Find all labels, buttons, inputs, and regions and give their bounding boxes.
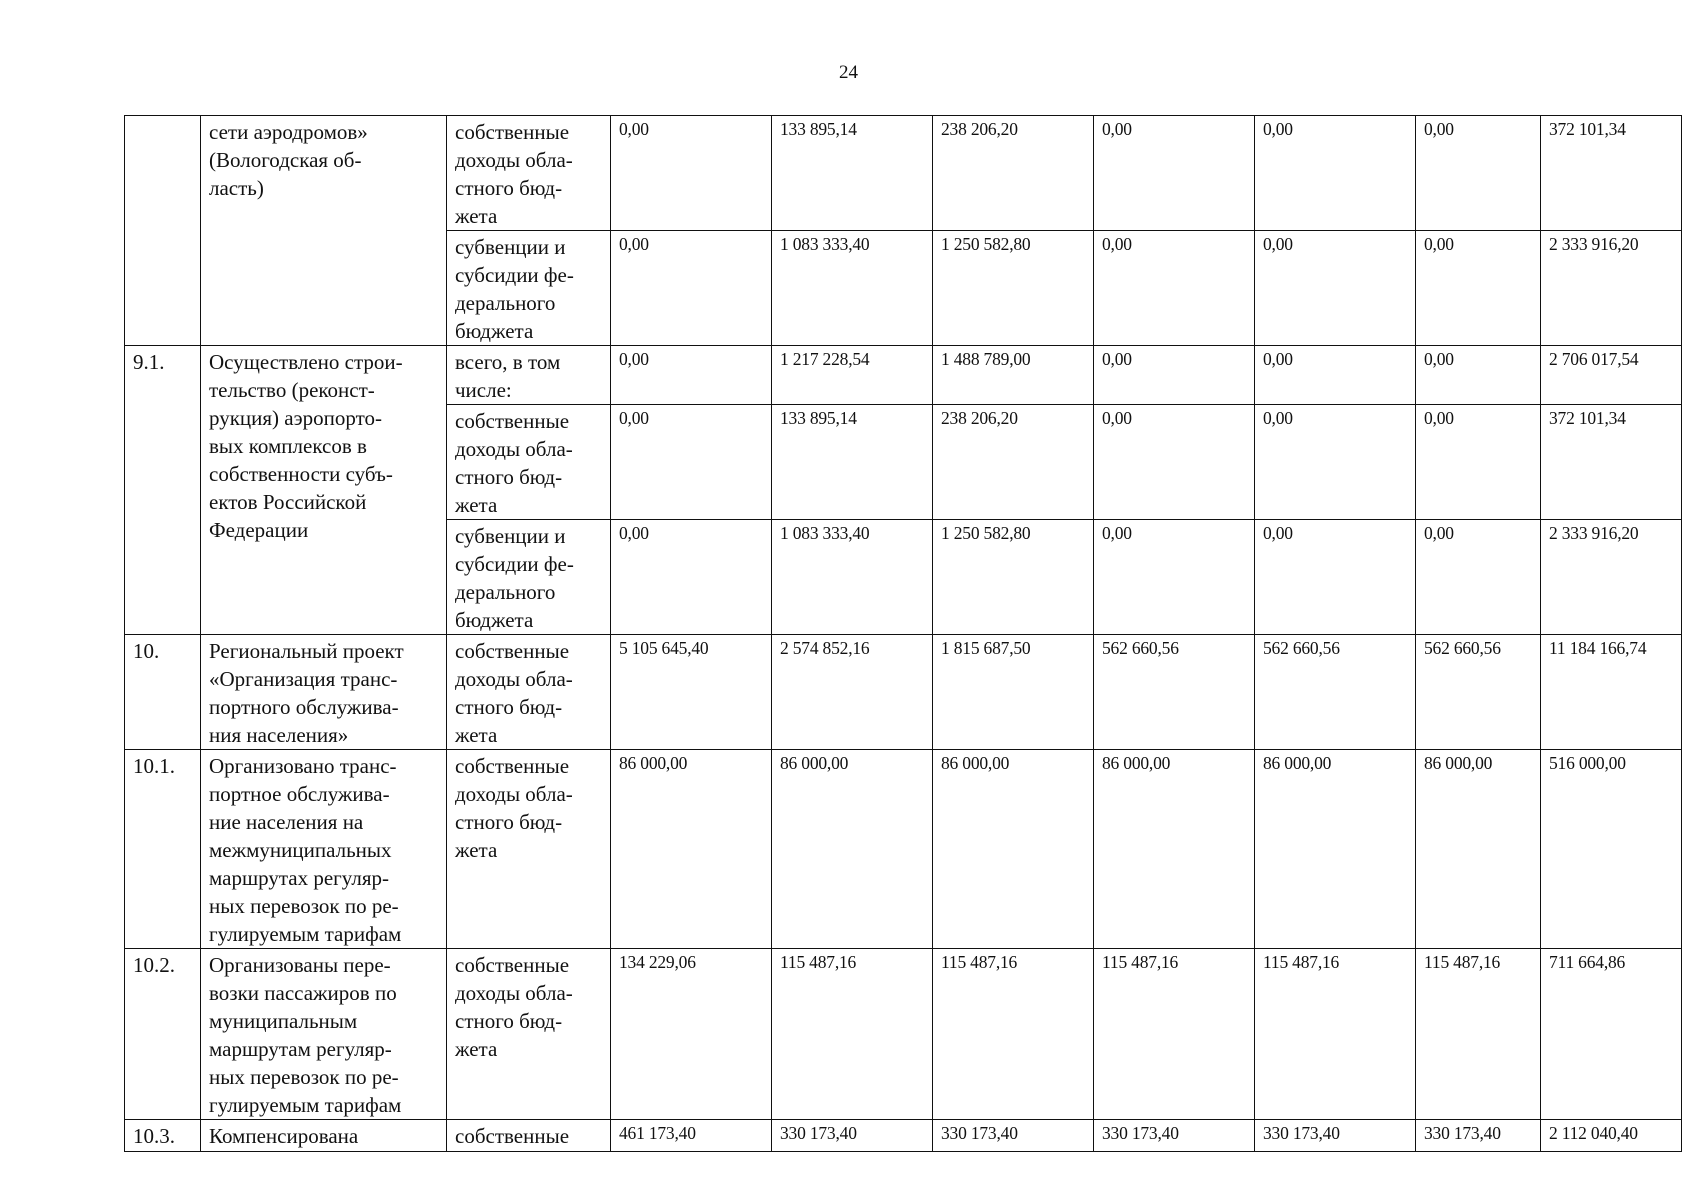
amount-cell: 0,00 — [1255, 405, 1416, 520]
activity-name: Региональный проект «Организация транс- портного обслужива- ния населения» — [209, 639, 404, 747]
funding-source-cell — [447, 346, 611, 405]
table-row — [125, 750, 1682, 949]
amount-cell: 1 488 789,00 — [933, 346, 1094, 405]
amount-cell: 133 895,14 — [772, 405, 933, 520]
funding-source: собственные доходы обла- стного бюд- жета — [455, 120, 573, 228]
amount-cell: 0,00 — [1094, 520, 1255, 635]
amount-cell: 0,00 — [1255, 346, 1416, 405]
row-number: 10.2. — [133, 953, 175, 977]
funding-source-cell — [447, 1120, 611, 1152]
amount-cell: 86 000,00 — [611, 750, 772, 949]
amount-cell: 133 895,14 — [772, 116, 933, 231]
total-amount-cell: 11 184 166,74 — [1541, 635, 1682, 750]
amount-cell: 115 487,16 — [1416, 949, 1541, 1120]
amount-cell: 562 660,56 — [1255, 635, 1416, 750]
activity-name-cell — [201, 1120, 447, 1152]
funding-source-cell — [447, 520, 611, 635]
amount-cell: 330 173,40 — [1255, 1120, 1416, 1152]
activity-name: Осуществлено строи- тельство (реконст- рукция) аэропорто- вых комплексов в собственности субъ- ектов Российской Федерации — [209, 350, 403, 542]
activity-name-cell — [201, 116, 447, 346]
table-row — [125, 635, 1682, 750]
total-amount-cell: 711 664,86 — [1541, 949, 1682, 1120]
table-row — [125, 346, 1682, 405]
funding-source-cell — [447, 231, 611, 346]
funding-source-cell — [447, 750, 611, 949]
funding-source: собственные доходы обла- стного бюд- жета — [455, 639, 573, 747]
amount-cell: 0,00 — [1416, 520, 1541, 635]
amount-cell: 0,00 — [1416, 346, 1541, 405]
amount-cell: 238 206,20 — [933, 116, 1094, 231]
amount-cell: 1 083 333,40 — [772, 231, 933, 346]
funding-source: субвенции и субсидии фе- дерального бюджета — [455, 524, 574, 632]
amount-cell: 0,00 — [1416, 116, 1541, 231]
activity-name-cell — [201, 949, 447, 1120]
funding-source: всего, в том числе: — [455, 350, 561, 402]
row-number-cell — [125, 949, 201, 1120]
amount-cell: 1 083 333,40 — [772, 520, 933, 635]
funding-source-cell — [447, 949, 611, 1120]
amount-cell: 86 000,00 — [1094, 750, 1255, 949]
funding-source-cell — [447, 635, 611, 750]
amount-cell: 0,00 — [1416, 231, 1541, 346]
amount-cell: 0,00 — [1094, 346, 1255, 405]
total-amount-cell: 2 333 916,20 — [1541, 520, 1682, 635]
amount-cell: 0,00 — [1255, 520, 1416, 635]
amount-cell: 461 173,40 — [611, 1120, 772, 1152]
funding-source: субвенции и субсидии фе- дерального бюджета — [455, 235, 574, 343]
row-number: 10.1. — [133, 754, 175, 778]
amount-cell: 5 105 645,40 — [611, 635, 772, 750]
row-number: 10.3. — [133, 1124, 175, 1148]
amount-cell: 0,00 — [611, 116, 772, 231]
amount-cell: 115 487,16 — [1094, 949, 1255, 1120]
amount-cell: 115 487,16 — [933, 949, 1094, 1120]
amount-cell: 115 487,16 — [772, 949, 933, 1120]
activity-name-cell — [201, 346, 447, 635]
amount-cell: 0,00 — [611, 346, 772, 405]
amount-cell: 86 000,00 — [1255, 750, 1416, 949]
amount-cell: 1 250 582,80 — [933, 231, 1094, 346]
row-number-cell — [125, 116, 201, 346]
row-number: 9.1. — [133, 350, 165, 374]
total-amount-cell: 372 101,34 — [1541, 116, 1682, 231]
total-amount-cell: 2 333 916,20 — [1541, 231, 1682, 346]
total-amount-cell: 516 000,00 — [1541, 750, 1682, 949]
activity-name: Организовано транс- портное обслужива- ние населения на межмуниципальных маршрутах регуляр- ных перевозок по ре- гулируемым тарифам — [209, 754, 402, 946]
funding-source: собственные доходы обла- стного бюд- жета — [455, 953, 573, 1061]
amount-cell: 562 660,56 — [1094, 635, 1255, 750]
activity-name: Компенсирована — [209, 1124, 359, 1148]
total-amount-cell: 372 101,34 — [1541, 405, 1682, 520]
amount-cell: 115 487,16 — [1255, 949, 1416, 1120]
amount-cell: 0,00 — [1094, 116, 1255, 231]
amount-cell: 1 217 228,54 — [772, 346, 933, 405]
amount-cell: 86 000,00 — [933, 750, 1094, 949]
amount-cell: 238 206,20 — [933, 405, 1094, 520]
funding-source: собственные — [455, 1124, 570, 1148]
amount-cell: 86 000,00 — [772, 750, 933, 949]
amount-cell: 0,00 — [1094, 231, 1255, 346]
table-row — [125, 949, 1682, 1120]
row-number-cell — [125, 346, 201, 635]
activity-name-cell — [201, 750, 447, 949]
amount-cell: 1 815 687,50 — [933, 635, 1094, 750]
amount-cell: 0,00 — [1094, 405, 1255, 520]
funding-source-cell — [447, 116, 611, 231]
amount-cell: 330 173,40 — [772, 1120, 933, 1152]
row-number-cell — [125, 1120, 201, 1152]
amount-cell: 0,00 — [611, 520, 772, 635]
table-row — [125, 1120, 1682, 1152]
activity-name: Организованы пере- возки пассажиров по муниципальным маршрутам регуляр- ных перевозок по ре- гулируемым тарифам — [209, 953, 402, 1117]
activity-name: сети аэродромов» (Вологодская об- ласть) — [209, 120, 368, 200]
amount-cell: 134 229,06 — [611, 949, 772, 1120]
amount-cell: 1 250 582,80 — [933, 520, 1094, 635]
amount-cell: 330 173,40 — [1416, 1120, 1541, 1152]
amount-cell: 330 173,40 — [1094, 1120, 1255, 1152]
page-number: 24 — [839, 62, 858, 83]
funding-source: собственные доходы обла- стного бюд- жета — [455, 754, 573, 862]
amount-cell: 0,00 — [1255, 231, 1416, 346]
funding-source: собственные доходы обла- стного бюд- жета — [455, 409, 573, 517]
activity-name-cell — [201, 635, 447, 750]
funding-source-cell — [447, 405, 611, 520]
total-amount-cell: 2 706 017,54 — [1541, 346, 1682, 405]
amount-cell: 0,00 — [1255, 116, 1416, 231]
budget-table — [124, 115, 1682, 1152]
amount-cell: 86 000,00 — [1416, 750, 1541, 949]
amount-cell: 2 574 852,16 — [772, 635, 933, 750]
row-number: 10. — [133, 639, 160, 663]
total-amount-cell: 2 112 040,40 — [1541, 1120, 1682, 1152]
amount-cell: 0,00 — [611, 405, 772, 520]
amount-cell: 0,00 — [1416, 405, 1541, 520]
row-number-cell — [125, 750, 201, 949]
amount-cell: 562 660,56 — [1416, 635, 1541, 750]
row-number-cell — [125, 635, 201, 750]
amount-cell: 0,00 — [611, 231, 772, 346]
amount-cell: 330 173,40 — [933, 1120, 1094, 1152]
table-row — [125, 116, 1682, 231]
